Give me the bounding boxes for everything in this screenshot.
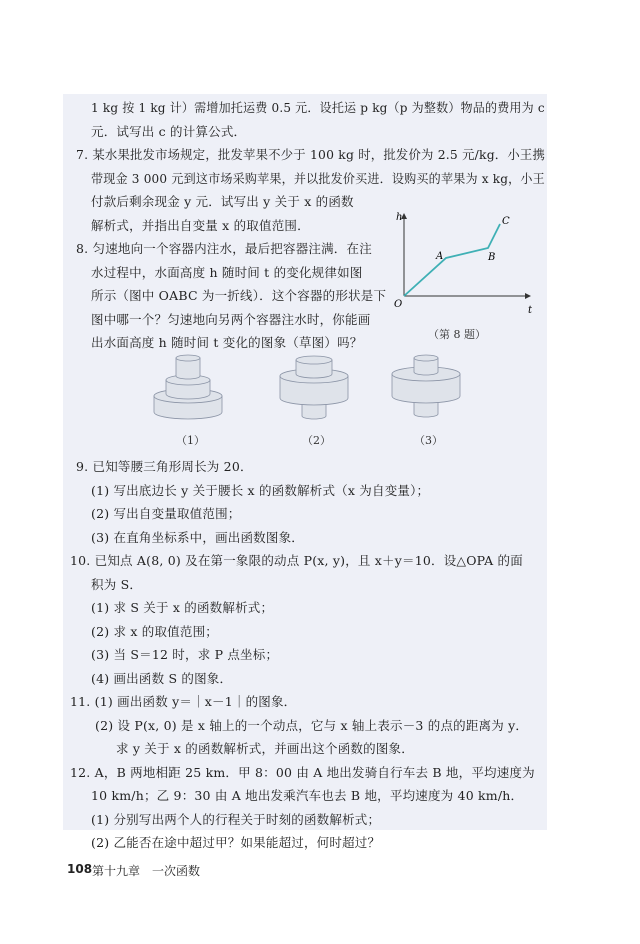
container-3-label: （3）	[414, 434, 443, 447]
point-b-label: B	[488, 252, 496, 263]
text-line: 解析式，并指出自变量 x 的取值范围．	[91, 218, 310, 233]
text-line: 带现金 3 000 元到这市场采购苹果，并以批发价买进．设购买的苹果为 x kg，小王	[91, 171, 545, 186]
text-line: 1 kg 按 1 kg 计）需增加托运费 0.5 元．设托运 p kg（p 为整数）物品的费用为 c	[91, 100, 545, 115]
container-2	[272, 350, 356, 426]
container-1	[146, 350, 230, 426]
point-c-label: C	[502, 216, 510, 227]
origin-label: O	[394, 299, 403, 310]
text-line: 付款后剩余现金 y 元．试写出 y 关于 x 的函数	[91, 194, 354, 209]
text-line: (1) 分别写出两个人的行程关于时刻的函数解析式；	[91, 812, 381, 827]
text-line: 积为 S．	[91, 577, 143, 592]
text-line: 10 km/h；乙 9：30 由 A 地出发乘汽车也去 B 地，平均速度为 40 km/h．	[91, 788, 524, 803]
text-line: 图中哪一个？匀速地向另两个容器注水时，你能画	[91, 312, 371, 327]
text-line: 水过程中，水面高度 h 随时间 t 的变化规律如图	[91, 265, 363, 280]
problem-7-line: 7. 某水果批发市场规定，批发苹果不少于 100 kg 时，批发价为 2.5 元/kg．小王携	[76, 147, 546, 162]
height-time-graph	[388, 210, 538, 320]
graph-caption: （第 8 题）	[428, 328, 486, 341]
chapter-title: 第十九章 一次函数	[92, 864, 201, 878]
t-axis-label: t	[528, 305, 533, 316]
text-line: (3) 当 S＝12 时，求 P 点坐标；	[91, 647, 279, 662]
problem-10-line: 10. 已知点 A(8, 0) 及在第一象限的动点 P(x, y)，且 x＋y＝10．设△OPA 的面	[70, 553, 523, 568]
text-line: (3) 在直角坐标系中，画出函数图象．	[91, 530, 304, 545]
container-2-label: （2）	[302, 434, 331, 447]
text-line: (2) 求 x 的取值范围；	[91, 624, 218, 639]
text-line: 元．试写出 c 的计算公式．	[91, 124, 247, 139]
container-1-label: （1）	[176, 434, 205, 447]
problem-9-line: 9. 已知等腰三角形周长为 20．	[76, 459, 253, 474]
h-axis-label: h	[396, 212, 403, 223]
page-number: 108	[67, 862, 93, 876]
oabc-polyline	[404, 224, 500, 296]
container-3	[384, 350, 468, 426]
problem-12-line: 12. A，B 两地相距 25 km．甲 8：00 由 A 地出发骑自行车去 B 地，平均速度为	[70, 765, 535, 780]
text-line: (1) 求 S 关于 x 的函数解析式；	[91, 600, 274, 615]
text-line: (2) 写出自变量取值范围；	[91, 506, 241, 521]
text-line: (2) 设 P(x, 0) 是 x 轴上的一个动点，它与 x 轴上表示－3 的点的距离为 y．	[95, 718, 529, 733]
text-line: 出水面高度 h 随时间 t 变化的图象（草图）吗？	[91, 335, 363, 350]
problem-11-line: 11. (1) 画出函数 y＝｜x－1｜的图象．	[70, 694, 297, 709]
text-line: (4) 画出函数 S 的图象．	[91, 671, 233, 686]
text-line: (2) 乙能否在途中超过甲？如果能超过，何时超过？	[91, 835, 381, 850]
text-line: 求 y 关于 x 的函数解析式，并画出这个函数的图象．	[116, 741, 414, 756]
text-line: (1) 写出底边长 y 关于腰长 x 的函数解析式（x 为自变量）；	[91, 483, 430, 498]
point-a-label: A	[436, 251, 444, 262]
problem-8-line: 8. 匀速地向一个容器内注水，最后把容器注满．在注	[76, 241, 372, 256]
text-line: 所示（图中 OABC 为一折线）．这个容器的形状是下	[91, 288, 387, 303]
